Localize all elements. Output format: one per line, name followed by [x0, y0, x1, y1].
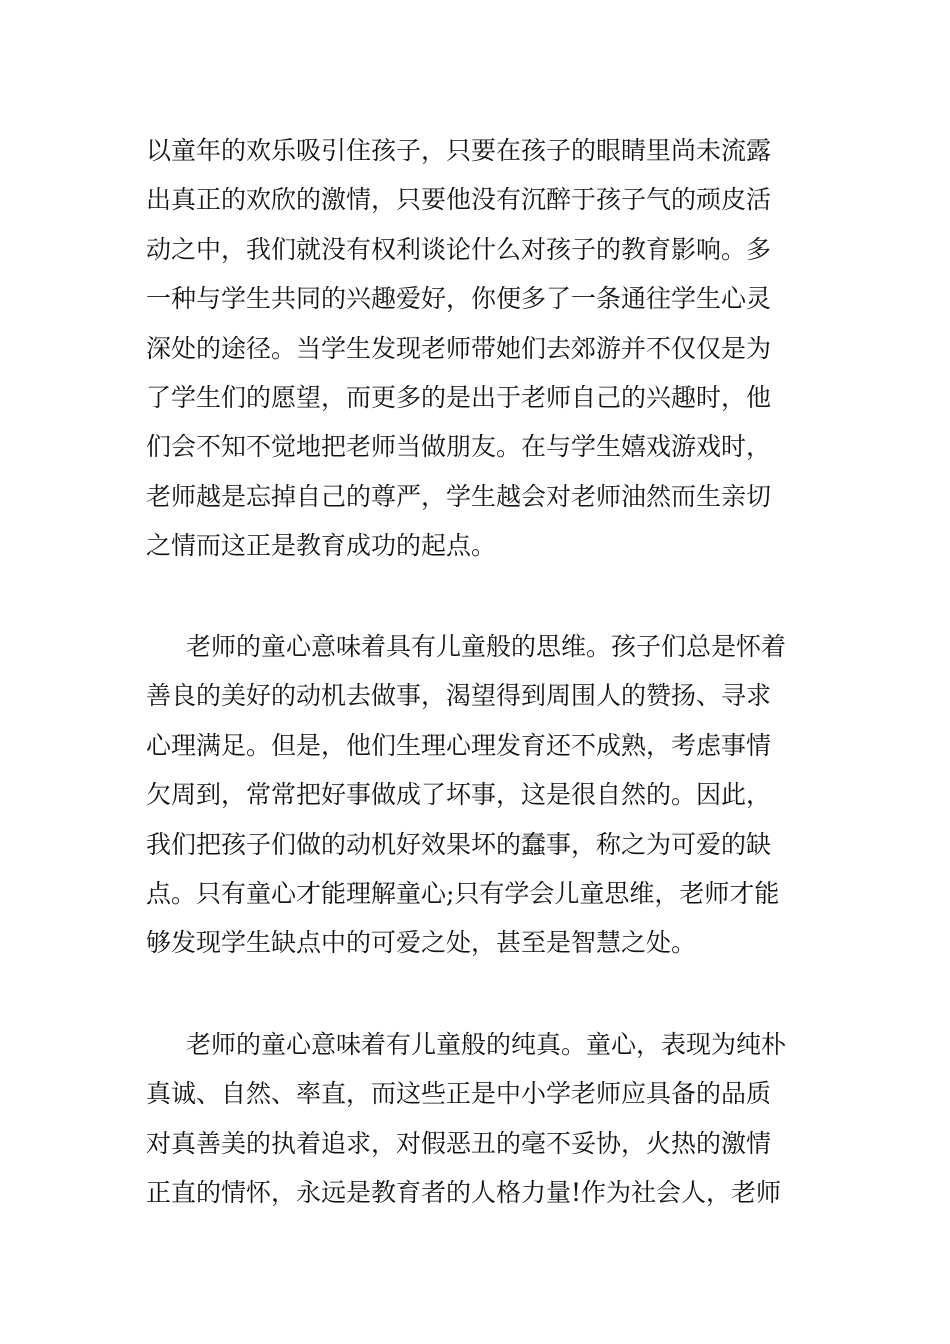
paragraph-1: [146, 126, 816, 571]
paragraph-line: 出真正的欢欣的激情，只要他没有沉醉于孩子气的顽皮活: [146, 185, 772, 215]
paragraph-line: 老师的童心意味着有儿童般的纯真。童心，表现为纯朴: [186, 1030, 787, 1059]
paragraph-line: 正直的情怀，永远是教育者的人格力量!作为社会人，老师: [146, 1178, 782, 1208]
paragraph-2: [146, 622, 816, 968]
paragraph-line: 善良的美好的动机去做事，渴望得到周围人的赞扬、寻求: [146, 681, 772, 711]
paragraph-line: 老师越是忘掉自己的尊严，学生越会对老师油然而生亲切: [146, 481, 772, 511]
paragraph-line: 真诚、自然、率直，而这些正是中小学老师应具备的品质: [146, 1079, 772, 1109]
paragraph-line: 了学生们的愿望，而更多的是出于老师自己的兴趣时，他: [146, 382, 772, 412]
paragraph-line: 欠周到，常常把好事做成了坏事，这是很自然的。因此，: [146, 780, 772, 810]
paragraph-line: 之情而这正是教育成功的起点。: [146, 531, 497, 561]
paragraph-line: 一种与学生共同的兴趣爱好，你便多了一条通往学生心灵: [146, 284, 772, 314]
paragraph-line: 点。只有童心才能理解童心;只有学会儿童思维，老师才能: [146, 878, 780, 908]
paragraph-line: 老师的童心意味着具有儿童般的思维。孩子们总是怀着: [186, 632, 787, 661]
paragraph-line: 以童年的欢乐吸引住孩子，只要在孩子的眼睛里尚未流露: [146, 136, 772, 165]
paragraph-line: 心理满足。但是，他们生理心理发育还不成熟，考虑事情: [146, 730, 772, 760]
paragraph-line: 动之中，我们就没有权利谈论什么对孩子的教育影响。多: [146, 234, 772, 264]
paragraph-line: 我们把孩子们做的动机好效果坏的蠢事，称之为可爱的缺: [146, 829, 772, 859]
paragraph-line: 够发现学生缺点中的可爱之处，甚至是智慧之处。: [146, 928, 697, 958]
paragraph-line: 对真善美的执着追求，对假恶丑的毫不妥协，火热的激情: [146, 1128, 772, 1158]
paragraph-3: [146, 1020, 816, 1218]
paragraph-line: 深处的途径。当学生发现老师带她们去郊游并不仅仅是为: [146, 333, 772, 363]
paragraph-line: 们会不知不觉地把老师当做朋友。在与学生嬉戏游戏时，: [146, 432, 772, 462]
